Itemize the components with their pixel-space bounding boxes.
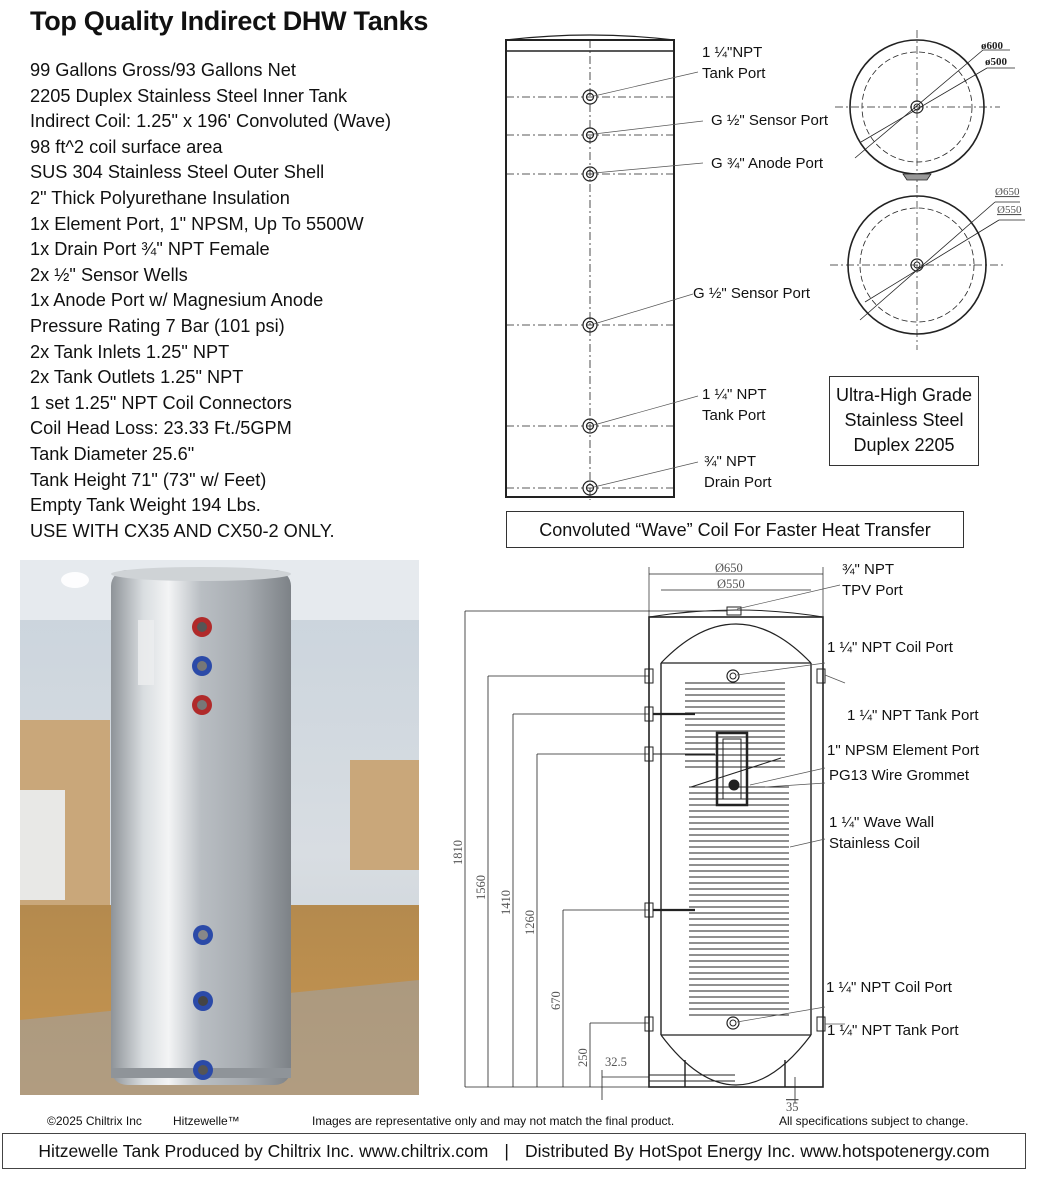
brand-trademark: Hitzewelle™	[173, 1114, 240, 1128]
height-dim-1560: 1560	[474, 875, 488, 900]
spec-item: 2x Tank Outlets 1.25" NPT	[30, 367, 244, 388]
front-label-tpv-port: ¾" NPT TPV Port	[842, 561, 903, 599]
height-dim-670: 670	[549, 991, 563, 1010]
disclaimer: Images are representative only and may not match the final product.	[312, 1114, 675, 1128]
spec-item: SUS 304 Stainless Steel Outer Shell	[30, 162, 325, 183]
lower-inner-diameter: Ø550	[997, 204, 1022, 216]
top-view-drawings	[825, 30, 1038, 350]
spec-item: 2205 Duplex Stainless Steel Inner Tank	[30, 85, 348, 106]
side-label-drain-port: ¾" NPT Drain Port	[704, 453, 772, 491]
coil-port-icon	[727, 1017, 739, 1029]
front-label-tank-port-bottom: 1 ¼" NPT Tank Port	[827, 1022, 959, 1039]
footer-bar	[2, 1133, 1026, 1169]
height-dim-1410: 1410	[499, 890, 513, 915]
side-view-drawing	[500, 30, 710, 500]
front-label-tank-port-top: 1 ¼" NPT Tank Port	[847, 707, 979, 724]
label-sticker	[138, 620, 154, 685]
side-view-leaders	[594, 72, 703, 487]
spec-item: 1 set 1.25" NPT Coil Connectors	[30, 392, 292, 413]
spec-item: 2" Thick Polyurethane Insulation	[30, 187, 290, 208]
spec-item: 99 Gallons Gross/93 Gallons Net	[30, 60, 296, 80]
front-section-drawing	[445, 555, 865, 1115]
copyright: ©2025 Chiltrix Inc	[47, 1114, 142, 1128]
page-title: Top Quality Indirect DHW Tanks	[30, 6, 429, 36]
foot-width-dim: 35	[786, 1100, 799, 1114]
material-grade-box: Ultra-High Grade Stainless Steel Duplex 2205	[829, 376, 979, 466]
spec-item: USE WITH CX35 AND CX50-2 ONLY.	[30, 520, 335, 541]
spec-item: Indirect Coil: 1.25" x 196' Convoluted (Wave)	[30, 111, 392, 132]
spec-item: Empty Tank Weight 194 Lbs.	[30, 495, 261, 516]
change-notice: All specifications subject to change.	[779, 1114, 969, 1128]
footer-separator: |	[504, 1141, 509, 1161]
side-label-anode-port: G ¾" Anode Port	[711, 155, 824, 172]
side-label-sensor-port-top: G ½" Sensor Port	[711, 112, 829, 129]
lower-coil	[689, 758, 789, 1015]
spec-item: Coil Head Loss: 23.33 Ft./5GPM	[30, 418, 292, 439]
produced-by: Hitzewelle Tank Produced by Chiltrix Inc. www.chiltrix.com	[38, 1141, 489, 1161]
spec-item: Tank Height 71" (73" w/ Feet)	[30, 469, 267, 490]
spec-item: Tank Diameter 25.6"	[30, 443, 195, 464]
spec-item: 2x Tank Inlets 1.25" NPT	[30, 341, 230, 362]
side-label-tank-port-top: 1 ¼"NPT Tank Port	[702, 44, 766, 82]
wave-coil-banner: Convoluted “Wave” Coil For Faster Heat Transfer	[506, 511, 964, 548]
spec-item: 1x Anode Port w/ Magnesium Anode	[30, 290, 324, 311]
front-label-wave-coil: 1 ¼" Wave Wall Stainless Coil	[829, 814, 935, 852]
spec-item: 1x Drain Port ¾" NPT Female	[30, 239, 270, 260]
front-label-coil-port-bottom: 1 ¼" NPT Coil Port	[826, 979, 952, 996]
top-view-lower	[830, 185, 1025, 350]
spec-item: 98 ft^2 coil surface area	[30, 136, 223, 157]
spec-item: 2x ½" Sensor Wells	[30, 264, 188, 285]
heating-element	[717, 733, 747, 805]
top-view-upper	[835, 30, 1015, 190]
spec-list	[30, 58, 391, 544]
height-dim-250: 250	[576, 1048, 590, 1067]
side-label-tank-port-bottom: 1 ¼" NPT Tank Port	[702, 386, 767, 424]
front-label-wire-grommet: PG13 Wire Grommet	[829, 767, 970, 784]
outer-casing	[649, 617, 823, 1087]
lower-outer-diameter: Ø650	[995, 186, 1020, 198]
front-width-outer: Ø650	[715, 561, 743, 575]
height-dim-1260: 1260	[523, 910, 537, 935]
front-width-inner: Ø550	[717, 577, 745, 591]
coil-port-icon	[727, 670, 739, 682]
side-label-sensor-port-bottom: G ½" Sensor Port	[693, 285, 811, 302]
upper-inner-diameter: ø500	[985, 56, 1007, 68]
distributed-by: Distributed By HotSpot Energy Inc. www.hotspotenergy.com	[524, 1141, 990, 1161]
front-label-element-port: 1" NPSM Element Port	[827, 742, 980, 759]
foot-offset-dim: 32.5	[605, 1055, 627, 1069]
height-dim-1810: 1810	[451, 840, 465, 865]
tank-photo	[20, 560, 419, 1095]
spec-item: Pressure Rating 7 Bar (101 psi)	[30, 315, 285, 336]
height-dimension-lines	[465, 611, 795, 1103]
spec-item: 1x Element Port, 1" NPSM, Up To 5500W	[30, 213, 364, 234]
upper-outer-diameter: ø600	[981, 40, 1003, 52]
front-label-coil-port-top: 1 ¼" NPT Coil Port	[827, 639, 953, 656]
